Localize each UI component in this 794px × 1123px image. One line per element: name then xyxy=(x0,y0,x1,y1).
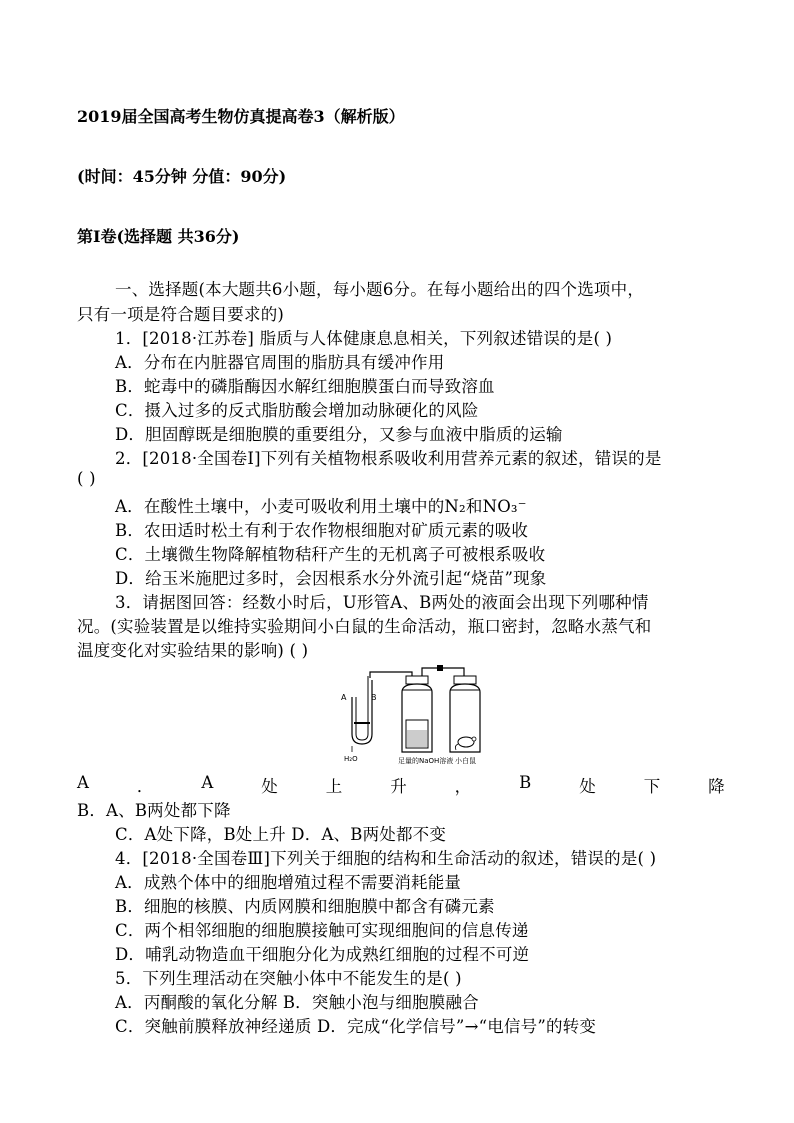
q4-stem: 4．[2018·全国卷Ⅲ]下列关于细胞的结构和生命活动的叙述，错误的是( ) xyxy=(115,849,657,868)
u-tube xyxy=(352,680,372,744)
q4-option-c: C．两个相邻细胞的细胞膜接触可实现细胞间的信息传递 xyxy=(115,921,529,940)
q3-option-a-char: B xyxy=(519,773,532,792)
q5-options-ab: A．丙酮酸的氧化分解 B．突触小泡与细胞膜融合 xyxy=(115,993,479,1012)
q3-option-b: B．A、B两处都下降 xyxy=(77,801,231,820)
document-title: 2019届全国高考生物仿真提高卷3（解析版） xyxy=(77,107,405,126)
tube-clamp xyxy=(437,665,443,671)
q3-option-a-char: A xyxy=(201,773,214,792)
q3-option-a-char: 处 xyxy=(261,777,278,796)
q3-option-a xyxy=(77,773,725,797)
q5-stem: 5．下列生理活动在突触小体中不能发生的是( ) xyxy=(115,969,462,988)
q2-option-c: C．土壤微生物降解植物秸秆产生的无机离子可被根系吸收 xyxy=(115,545,546,564)
q3-option-a-char: 处 xyxy=(579,777,596,796)
q3-option-a-char: A xyxy=(77,773,90,792)
q1-option-b: B．蛇毒中的磷脂酶因水解红细胞膜蛋白而导致溶血 xyxy=(115,377,495,396)
q2-option-d: D．给玉米施肥过多时，会因根系水分外流引起“烧苗”现象 xyxy=(115,569,547,588)
fig-label-water: H₂O xyxy=(344,755,358,763)
q3-option-a-char: ． xyxy=(136,777,154,796)
q4-option-b: B．细胞的核膜、内质网膜和细胞膜中都含有磷元素 xyxy=(115,897,495,916)
q3-option-a-char: 降 xyxy=(708,777,725,796)
q3-option-a-char: 下 xyxy=(643,777,661,796)
fig-label-naoh: 足量的NaOH溶液 xyxy=(398,757,454,765)
q3-option-a-char: 升 xyxy=(390,777,407,796)
q5-options-cd: C．突触前膜释放神经递质 D．完成“化学信号”→“电信号”的转变 xyxy=(115,1017,597,1036)
q4-option-d: D．哺乳动物造血干细胞分化为成熟红细胞的过程不可逆 xyxy=(115,945,530,964)
mouse-head-icon xyxy=(472,737,476,741)
naoh-solution xyxy=(407,730,427,747)
fig-label-a: A xyxy=(341,693,347,702)
experiment-apparatus-diagram xyxy=(340,662,500,770)
q3-stem-line3: 温度变化对实验结果的影响) ( ) xyxy=(77,641,309,660)
q2-stem-line2: ( ) xyxy=(77,469,96,488)
q3-options-cd: C．A处下降，B处上升 D．A、B两处都不变 xyxy=(115,825,447,844)
fig-label-b: B xyxy=(371,693,377,702)
u-tube-water-level xyxy=(354,722,370,724)
q1-option-a: A．分布在内脏器官周围的脂肪具有缓冲作用 xyxy=(115,353,445,372)
q3-stem-line1: 3．请据图回答：经数小时后，U形管A、B两处的液面会出现下列哪种情 xyxy=(115,593,649,612)
u-tube-inner xyxy=(356,676,368,740)
bottle-right-stopper xyxy=(454,676,476,684)
q4-option-a: A．成熟个体中的细胞增殖过程不需要消耗能量 xyxy=(115,873,462,892)
q3-option-a-char: ， xyxy=(454,777,472,796)
q2-option-b: B．农田适时松土有利于农作物根细胞对矿质元素的吸收 xyxy=(115,521,529,540)
q1-option-d: D．胆固醇既是细胞膜的重要组分，又参与血液中脂质的运输 xyxy=(115,425,563,444)
q1-stem: 1．[2018·江苏卷] 脂质与人体健康息息相关，下列叙述错误的是( ) xyxy=(115,329,613,348)
exam-meta: (时间：45分钟 分值：90分) xyxy=(77,167,287,186)
q3-stem-line2: 况。(实验装置是以维持实验期间小白鼠的生命活动，瓶口密封，忽略水蒸气和 xyxy=(77,617,652,636)
q2-stem-line1: 2．[2018·全国卷Ⅰ]下列有关植物根系吸收利用营养元素的叙述，错误的是 xyxy=(115,449,662,468)
bottle-left-stopper xyxy=(406,676,428,684)
q2-option-a: A．在酸性土壤中，小麦可吸收利用土壤中的N₂和NO₃⁻ xyxy=(115,497,527,516)
section-heading-line2: 只有一项是符合题目要求的) xyxy=(77,305,285,324)
fig-label-mouse: 小白鼠 xyxy=(455,757,476,765)
q1-option-c: C．摄入过多的反式脂肪酸会增加动脉硬化的风险 xyxy=(115,401,479,420)
part-heading: 第Ⅰ卷(选择题 共36分) xyxy=(77,227,240,246)
mouse-icon xyxy=(458,737,474,747)
section-heading-line1: 一、选择题(本大题共6小题，每小题6分。在每小题给出的四个选项中， xyxy=(115,280,645,299)
q3-option-a-char: 上 xyxy=(325,777,343,796)
